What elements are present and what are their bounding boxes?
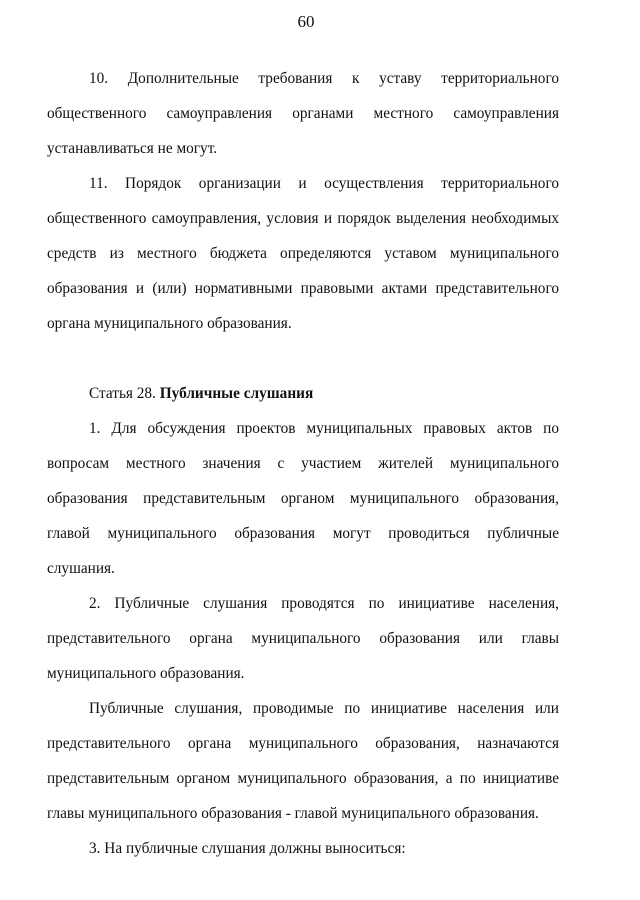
article-paragraph-3: 3. На публичные слушания должны выноситься: [89, 840, 406, 857]
article-prefix: Статья 28. [89, 385, 160, 402]
paragraph-11: 11. Порядок организации и осуществления территориального общественного самоуправления, условия и порядок выделения необходимых средств из местного бюджета определяются уставом муниципального образования и (или) нормативными правовыми актами представительного органа муниципального образования. [47, 175, 559, 332]
page-number: 60 [297, 12, 315, 31]
document-body [47, 61, 559, 866]
article-paragraph-2-cont: Публичные слушания, проводимые по инициативе населения или представительного органа муниципального образования, назначаются представительным органом муниципального образования, а по инициативе главы муниципального образования - главой муниципального образования. [47, 700, 559, 822]
article-paragraph-2: 2. Публичные слушания проводятся по инициативе населения, представительного органа муниципального образования или главы муниципального образования. [47, 595, 559, 682]
article-title: Публичные слушания [159, 385, 314, 402]
article-heading [47, 376, 559, 411]
paragraph-10: 10. Дополнительные требования к уставу территориального общественного самоуправления органами местного самоуправления устанавливаться не могут. [47, 70, 559, 157]
article-paragraph-1: 1. Для обсуждения проектов муниципальных правовых актов по вопросам местного значения с участием жителей муниципального образования представительным органом муниципального образования, главой муниципального образования могут проводиться публичные слушания. [47, 420, 559, 577]
